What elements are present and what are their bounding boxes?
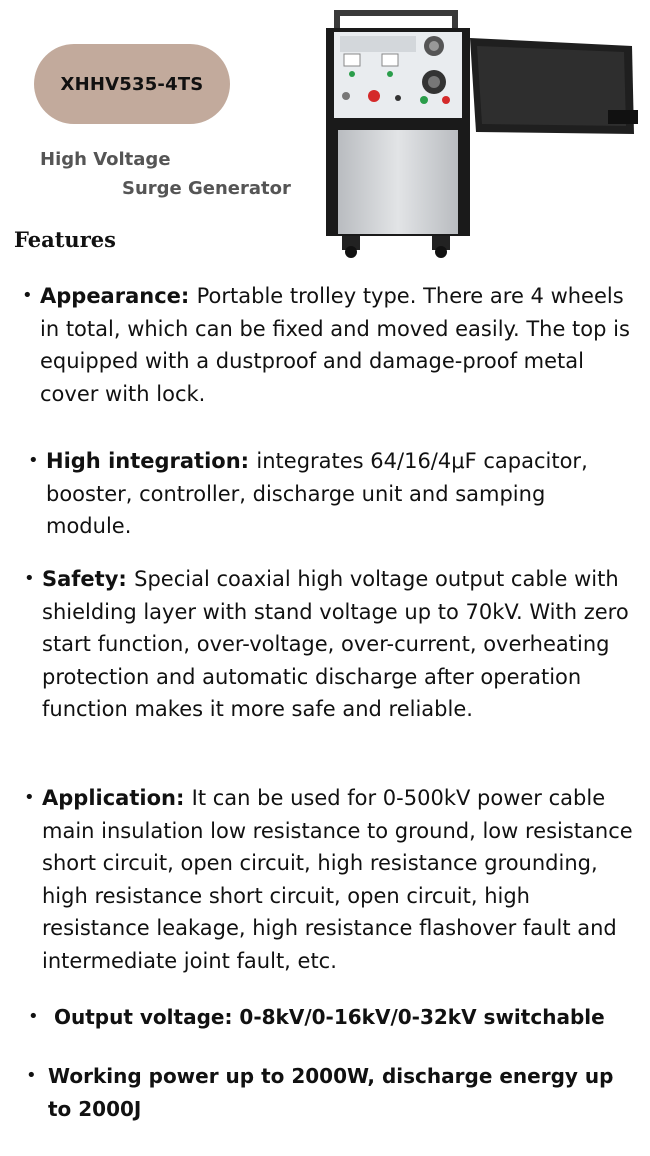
feature-item-working-power <box>24 1060 630 1125</box>
feature-text: It can be used for 0-500kV power cable main insulation low resistance to ground, low resistance short circuit, open circuit, high resistance grounding, high resistance short circuit, open circuit, high resistance leakage, high resistance flashover fault and intermediate joint fault, etc. <box>42 786 633 973</box>
bullet-icon: • <box>26 1065 37 1086</box>
bullet-icon: • <box>28 450 39 471</box>
feature-item-application <box>20 782 642 977</box>
feature-text: integrates 64/16/4μF capacitor, booster, controller, discharge unit and samping module. <box>46 449 588 538</box>
feature-item-high-integration <box>24 445 624 543</box>
bullet-icon: • <box>28 1006 39 1027</box>
feature-text: Portable trolley type. There are 4 wheels in total, which can be fixed and moved easily. The top is equipped with a dustproof and damage-proof metal cover with lock. <box>40 284 630 406</box>
feature-label: Output voltage: 0-8kV/0-16kV/0-32kV switchable <box>54 1005 605 1029</box>
model-number: XHHV535-4TS <box>60 73 204 95</box>
features-heading: Features <box>14 227 116 252</box>
feature-text: Special coaxial high voltage output cable with shielding layer with stand voltage up to 70kV. With zero start function, over-voltage, over-current, overheating protection and automatic discharge after operation function makes it more safe and reliable. <box>42 567 629 721</box>
bullet-icon: • <box>24 568 35 589</box>
feature-item-appearance <box>18 280 644 410</box>
bullet-icon: • <box>22 285 33 306</box>
feature-label: Appearance: <box>40 284 197 308</box>
product-image <box>312 6 642 258</box>
model-badge <box>34 44 230 124</box>
feature-item-safety <box>20 563 634 726</box>
subtitle-line-2: Surge Generator <box>122 178 291 199</box>
feature-label: Application: <box>42 786 192 810</box>
bullet-icon: • <box>24 787 35 808</box>
feature-label: Safety: <box>42 567 135 591</box>
feature-item-output-voltage <box>26 1001 646 1034</box>
subtitle-line-1: High Voltage <box>40 149 171 170</box>
feature-label: Working power up to 2000W, discharge energy up to 2000J <box>48 1064 614 1121</box>
feature-label: High integration: <box>46 449 257 473</box>
